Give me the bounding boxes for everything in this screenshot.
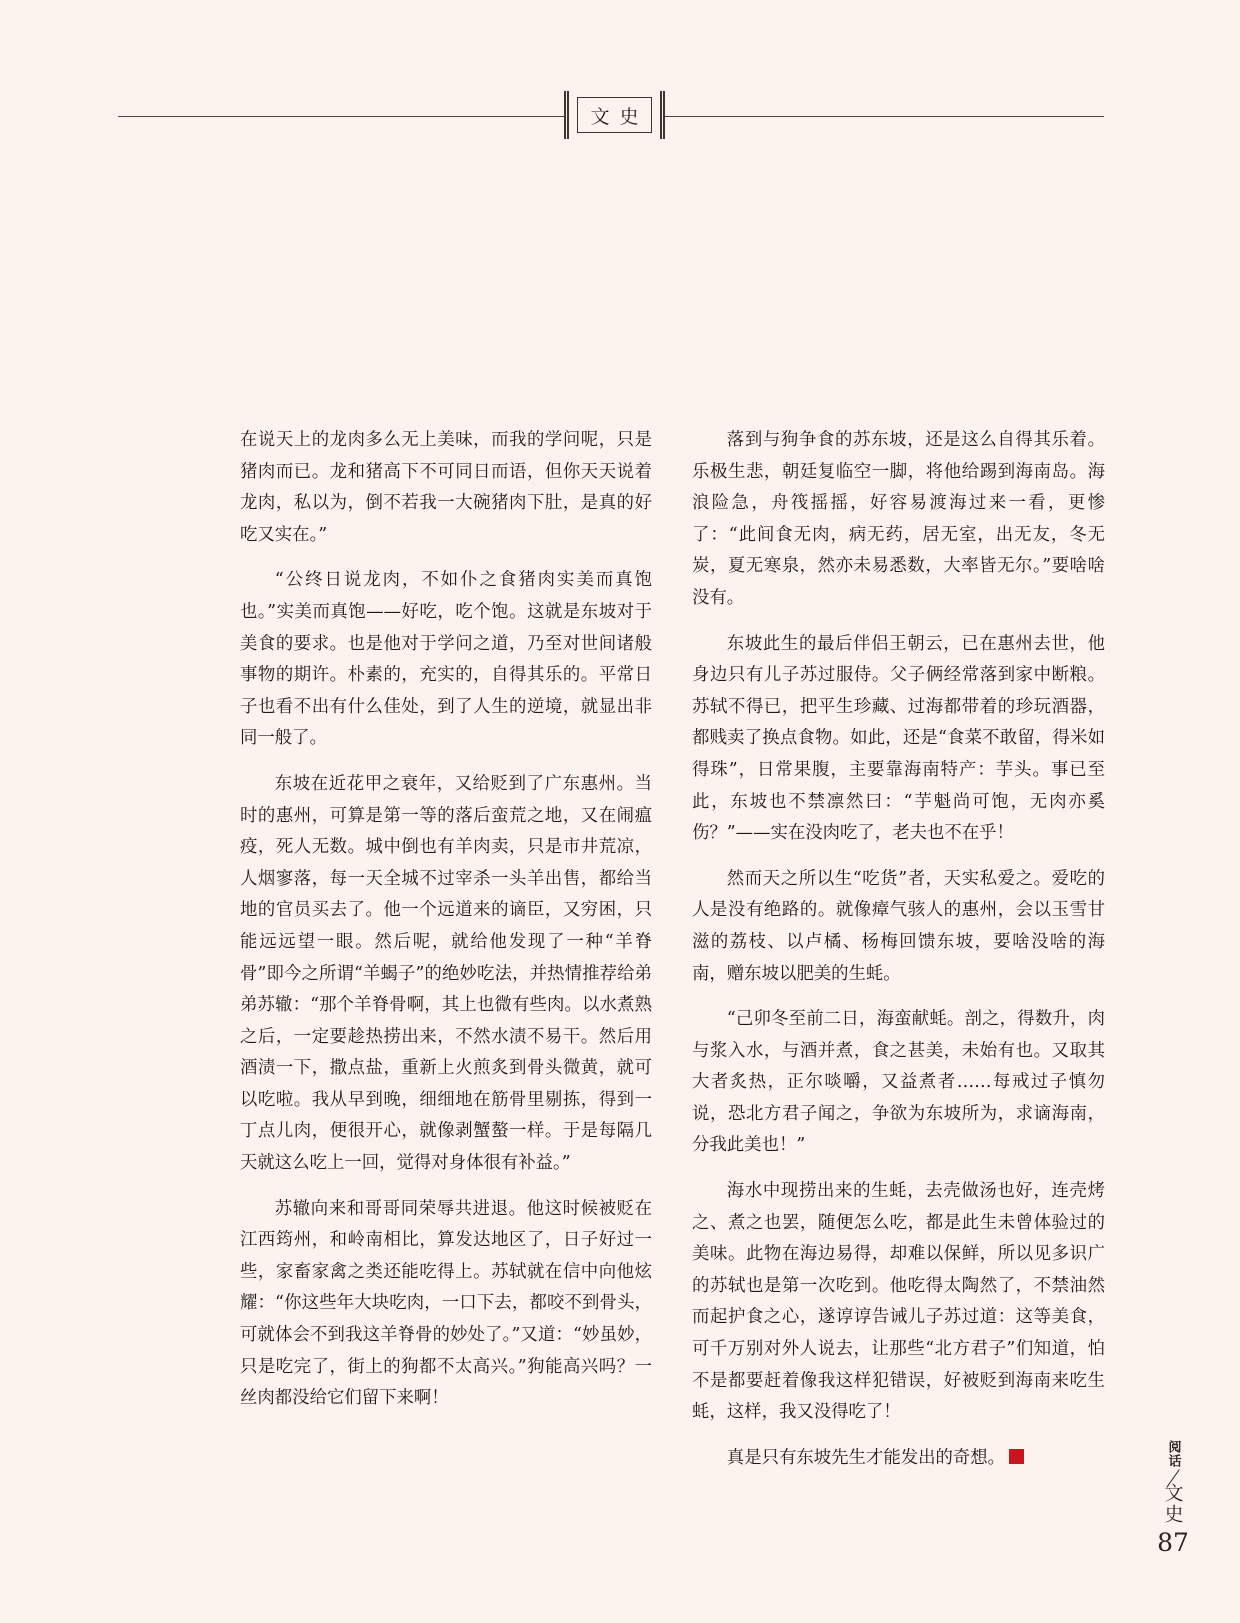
footer-section-name: 文史 bbox=[1161, 1483, 1184, 1525]
header-rule-right bbox=[665, 116, 1104, 117]
paragraph: “公终日说龙肉，不如仆之食猪肉实美而真饱也。”实美而真饱——好吃，吃个饱。这就是东坡对于美食的要求。也是他对于学问之道，乃至对世间诸般事物的期许。朴素的，充实的，自得其乐的。平常日子也看不出有什么佳处，到了人生的逆境，就显出非同一般了。 bbox=[240, 570, 652, 749]
final-paragraph bbox=[692, 1443, 1105, 1475]
paragraph: 在说天上的龙肉多么无上美味，而我的学问呢，只是猪肉而已。龙和猪高下不可同日而语，但你天天说着龙肉，私以为，倒不若我一大碗猪肉下肚，是真的好吃又实在。” bbox=[240, 430, 652, 545]
paragraph: “己卯冬至前二日，海蛮献蚝。剖之，得数升，肉与浆入水，与酒并煮，食之甚美，未始有也。又取其大者炙热，正尔啖嚼，又益煮者……每戒过子慎勿说，恐北方君子闻之，争欲为东坡所为，求谪海南，分我此美也！” bbox=[692, 1009, 1105, 1156]
end-of-article-mark bbox=[1009, 1449, 1024, 1464]
article-column-left bbox=[240, 425, 652, 1429]
article-column-right bbox=[692, 425, 1105, 1488]
magazine-brand: 阅话 bbox=[1165, 1440, 1181, 1468]
paragraph: 然而天之所以生“吃货”者，天实私爱之。爱吃的人是没有绝路的。就像瘴气骇人的惠州，会以玉雪甘滋的荔枝、以卢橘、杨梅回馈东坡，要啥没啥的海南，赠东坡以肥美的生蚝。 bbox=[692, 868, 1105, 984]
section-header-badge bbox=[564, 91, 665, 139]
paragraph: 落到与狗争食的苏东坡，还是这么自得其乐着。乐极生悲，朝廷复临空一脚，将他给踢到海南岛。海浪险急，舟筏摇摇，好容易渡海过来一看，更惨了：“此间食无肉，病无药，居无室，出无友，冬无炭，夏无寒泉，然亦未易悉数，大率皆无尔。”要啥啥没有。 bbox=[692, 430, 1105, 608]
final-paragraph-text: 真是只有东坡先生才能发出的奇想。 bbox=[726, 1447, 1006, 1468]
footer-section-label bbox=[1158, 1440, 1188, 1529]
paragraph: 东坡在近花甲之衰年，又给贬到了广东惠州。当时的惠州，可算是第一等的落后蛮荒之地，又在闹瘟疫，死人无数。城中倒也有羊肉卖，只是市井荒凉，人烟寥落，每一天全城不过宰杀一头羊出售，都给当地的官员买去了。他一个远道来的谪臣，又穷困，只能远远望一眼。然后呢，就给他发现了一种“羊脊骨”即今之所谓“羊蝎子”的绝妙吃法，并热情推荐给弟弟苏辙：“那个羊脊骨啊，其上也微有些肉。以水煮熟之后，一定要趁热捞出来，不然水渍不易干。然后用酒渍一下，撒点盐，重新上火煎炙到骨头微黄，就可以吃啦。我从早到晚，细细地在筋骨里剔拣，得到一丁点儿肉，便很开心，就像剥蟹螯一样。于是每隔几天就这么吃上一回，觉得对身体很有补益。” bbox=[240, 773, 652, 1174]
paragraph: 苏辙向来和哥哥同荣辱共进退。他这时候被贬在江西筠州，和岭南相比，算发达地区了，日子好过一些，家畜家禽之类还能吃得上。苏轼就在信中向他炫耀：“你这些年大块吃肉，一口下去，都咬不到骨头，可就体会不到我这羊脊骨的妙处了。”又道：“妙虽妙，只是吃完了，街上的狗都不太高兴。”狗能高兴吗？一丝肉都没给它们留下来啊！ bbox=[240, 1198, 652, 1409]
section-header-title: 文史 bbox=[577, 97, 652, 133]
paragraph: 东坡此生的最后伴侣王朝云，已在惠州去世，他身边只有儿子苏过服侍。父子俩经常落到家中断粮。苏轼不得已，把平生珍藏、过海都带着的珍玩酒器，都贱卖了换点食物。如此，还是“食菜不敢留，得米如得珠”，日常果腹，主要靠海南特产：芋头。事已至此，东坡也不禁凛然曰：“芋魁尚可饱，无肉亦奚伤？”——实在没肉吃了，老夫也不在乎！ bbox=[692, 633, 1105, 844]
paragraph: 海水中现捞出来的生蚝，去壳做汤也好，连壳烤之、煮之也罢，随便怎么吃，都是此生未曾体验过的美味。此物在海边易得，却难以保鲜，所以见多识广的苏轼也是第一次吃到。他吃得太陶然了，不禁油然而起护食之心，遂谆谆告诫儿子苏过道：这等美食，可千万别对外人说去，让那些“北方君子”们知道，怕不是都要赶着像我这样犯错误，好被贬到海南来吃生蚝，这样，我又没得吃了！ bbox=[692, 1181, 1105, 1423]
page-number: 87 bbox=[1157, 1528, 1189, 1557]
header-rule-left bbox=[118, 116, 564, 117]
